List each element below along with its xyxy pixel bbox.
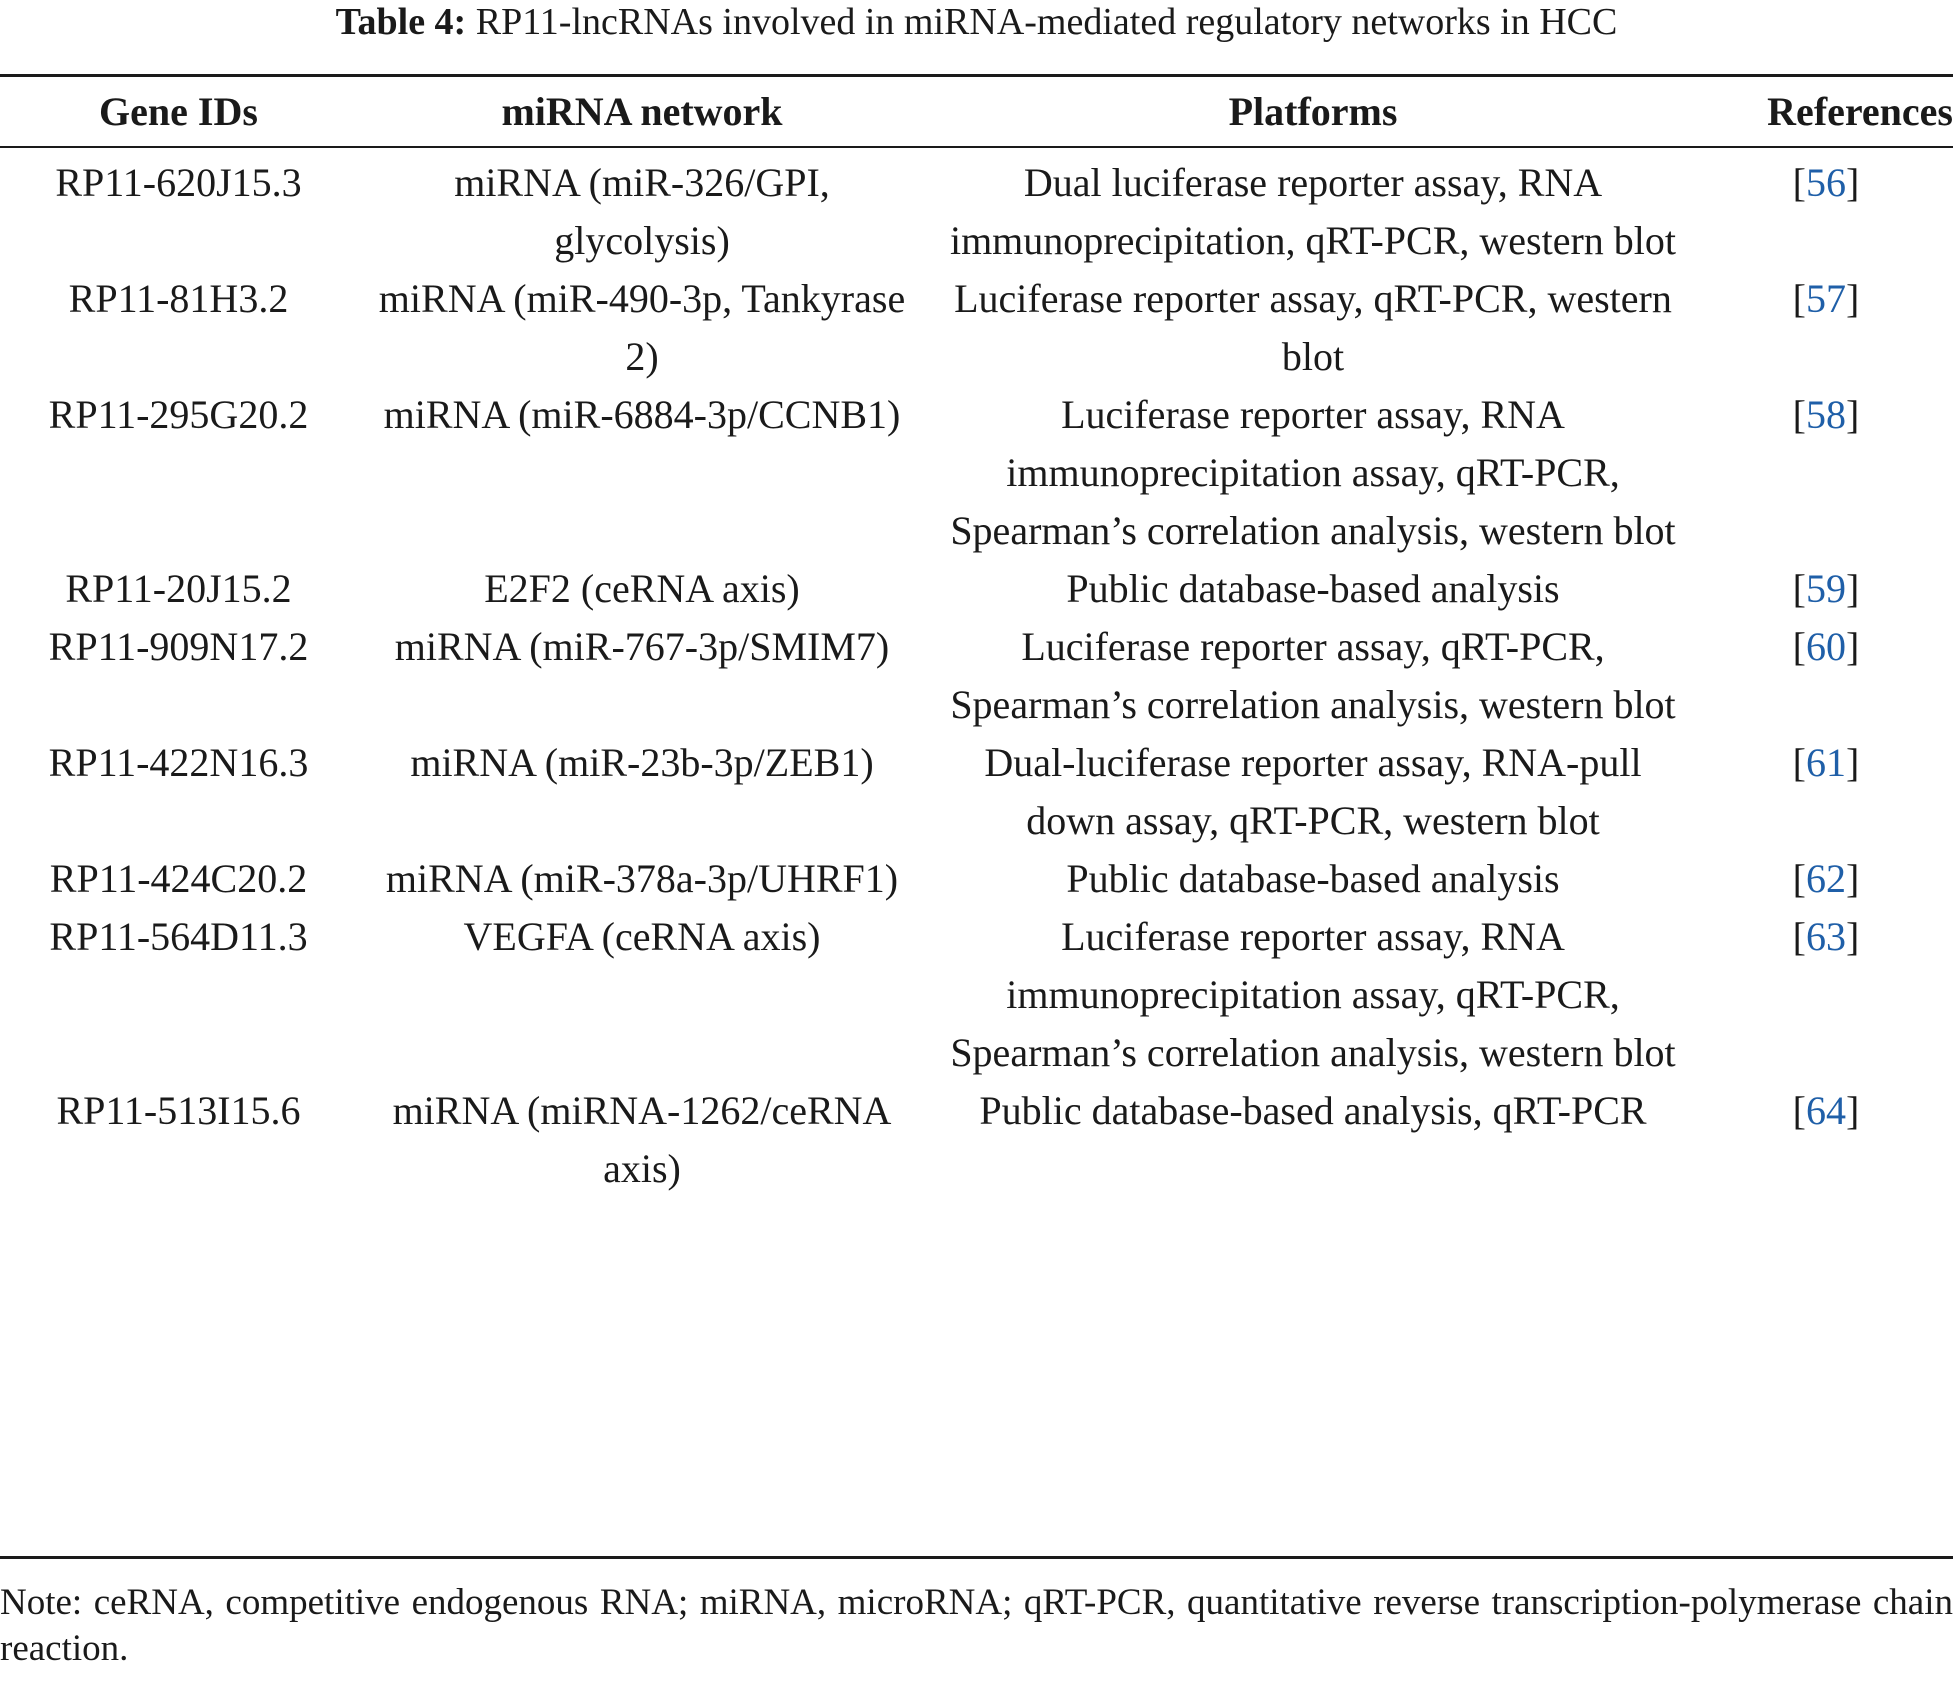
cell-reference: [58] <box>1792 392 1860 437</box>
cell-mirna-network: miRNA (miR-23b-3p/ZEB1) <box>410 740 874 785</box>
table-caption-label: Table 4: <box>335 1 467 43</box>
cell-mirna-network: miRNA (miRNA-1262/ceRNA axis) <box>392 1088 892 1191</box>
cell-gene-id: RP11-81H3.2 <box>68 276 289 321</box>
cell-gene-id: RP11-620J15.3 <box>55 160 302 205</box>
table-note: Note: ceRNA, competitive endogenous RNA; miRNA, microRNA; qRT-PCR, quantitative reverse transcription-polymerase chain reaction. <box>0 1582 1953 1669</box>
cell-reference: [61] <box>1792 740 1860 785</box>
cell-platforms: Public database-based analysis, qRT-PCR <box>979 1088 1647 1133</box>
reference-link[interactable]: 63 <box>1806 914 1846 959</box>
data-table <box>0 77 1953 1198</box>
cell-mirna-network: E2F2 (ceRNA axis) <box>484 566 800 611</box>
table-row <box>0 734 1953 850</box>
table-row <box>0 1082 1953 1198</box>
table-row <box>0 908 1953 1082</box>
table-caption-text: RP11-lncRNAs involved in miRNA-mediated regulatory networks in HCC <box>475 1 1618 43</box>
cell-reference: [59] <box>1792 566 1860 611</box>
cell-platforms: Luciferase reporter assay, RNA immunoprecipitation assay, qRT-PCR, Spearman’s correlation analysis, western blot <box>950 392 1676 553</box>
cell-gene-id: RP11-295G20.2 <box>48 392 309 437</box>
table-row <box>0 618 1953 734</box>
reference-link[interactable]: 60 <box>1806 624 1846 669</box>
cell-mirna-network: VEGFA (ceRNA axis) <box>463 914 821 959</box>
table-row <box>0 146 1953 270</box>
cell-gene-id: RP11-422N16.3 <box>48 740 309 785</box>
cell-gene-id: RP11-424C20.2 <box>49 856 308 901</box>
cell-reference: [57] <box>1792 276 1860 321</box>
cell-mirna-network: miRNA (miR-6884-3p/CCNB1) <box>383 392 901 437</box>
cell-mirna-network: miRNA (miR-490-3p, Tankyrase 2) <box>378 276 906 379</box>
cell-gene-id: RP11-20J15.2 <box>65 566 292 611</box>
reference-link[interactable]: 61 <box>1806 740 1846 785</box>
cell-platforms: Luciferase reporter assay, RNA immunoprecipitation assay, qRT-PCR, Spearman’s correlation analysis, western blot <box>950 914 1676 1075</box>
reference-link[interactable]: 59 <box>1806 566 1846 611</box>
cell-platforms: Luciferase reporter assay, qRT-PCR, Spearman’s correlation analysis, western blot <box>950 624 1676 727</box>
cell-reference: [60] <box>1792 624 1860 669</box>
table-body <box>0 146 1953 1198</box>
cell-gene-id: RP11-909N17.2 <box>48 624 309 669</box>
reference-link[interactable]: 58 <box>1806 392 1846 437</box>
cell-platforms: Dual-luciferase reporter assay, RNA-pull down assay, qRT-PCR, western blot <box>984 740 1642 843</box>
cell-gene-id: RP11-564D11.3 <box>49 914 308 959</box>
table-row <box>0 270 1953 386</box>
table-bottom-rule <box>0 1556 1953 1559</box>
reference-link[interactable]: 64 <box>1806 1088 1846 1133</box>
column-header-mirna-network: miRNA network <box>501 88 783 134</box>
cell-reference: [56] <box>1792 160 1860 205</box>
cell-mirna-network: miRNA (miR-378a-3p/UHRF1) <box>385 856 899 901</box>
cell-reference: [62] <box>1792 856 1860 901</box>
column-header-gene-ids: Gene IDs <box>99 88 258 134</box>
reference-link[interactable]: 62 <box>1806 856 1846 901</box>
cell-reference: [63] <box>1792 914 1860 959</box>
column-header-references: References <box>1767 88 1953 134</box>
cell-platforms: Public database-based analysis <box>1066 566 1560 611</box>
cell-platforms: Dual luciferase reporter assay, RNA immunoprecipitation, qRT-PCR, western blot <box>949 160 1677 263</box>
cell-mirna-network: miRNA (miR-326/GPI, glycolysis) <box>454 160 830 263</box>
cell-platforms: Luciferase reporter assay, qRT-PCR, western blot <box>954 276 1672 379</box>
table-header-row <box>0 77 1953 146</box>
cell-reference: [64] <box>1792 1088 1860 1133</box>
column-header-platforms: Platforms <box>1228 88 1398 134</box>
reference-link[interactable]: 57 <box>1806 276 1846 321</box>
reference-link[interactable]: 56 <box>1806 160 1846 205</box>
cell-platforms: Public database-based analysis <box>1066 856 1560 901</box>
cell-mirna-network: miRNA (miR-767-3p/SMIM7) <box>394 624 890 669</box>
table-row <box>0 850 1953 908</box>
cell-gene-id: RP11-513I15.6 <box>56 1088 301 1133</box>
table-caption <box>0 0 1953 44</box>
table-row <box>0 560 1953 618</box>
table-row <box>0 386 1953 560</box>
